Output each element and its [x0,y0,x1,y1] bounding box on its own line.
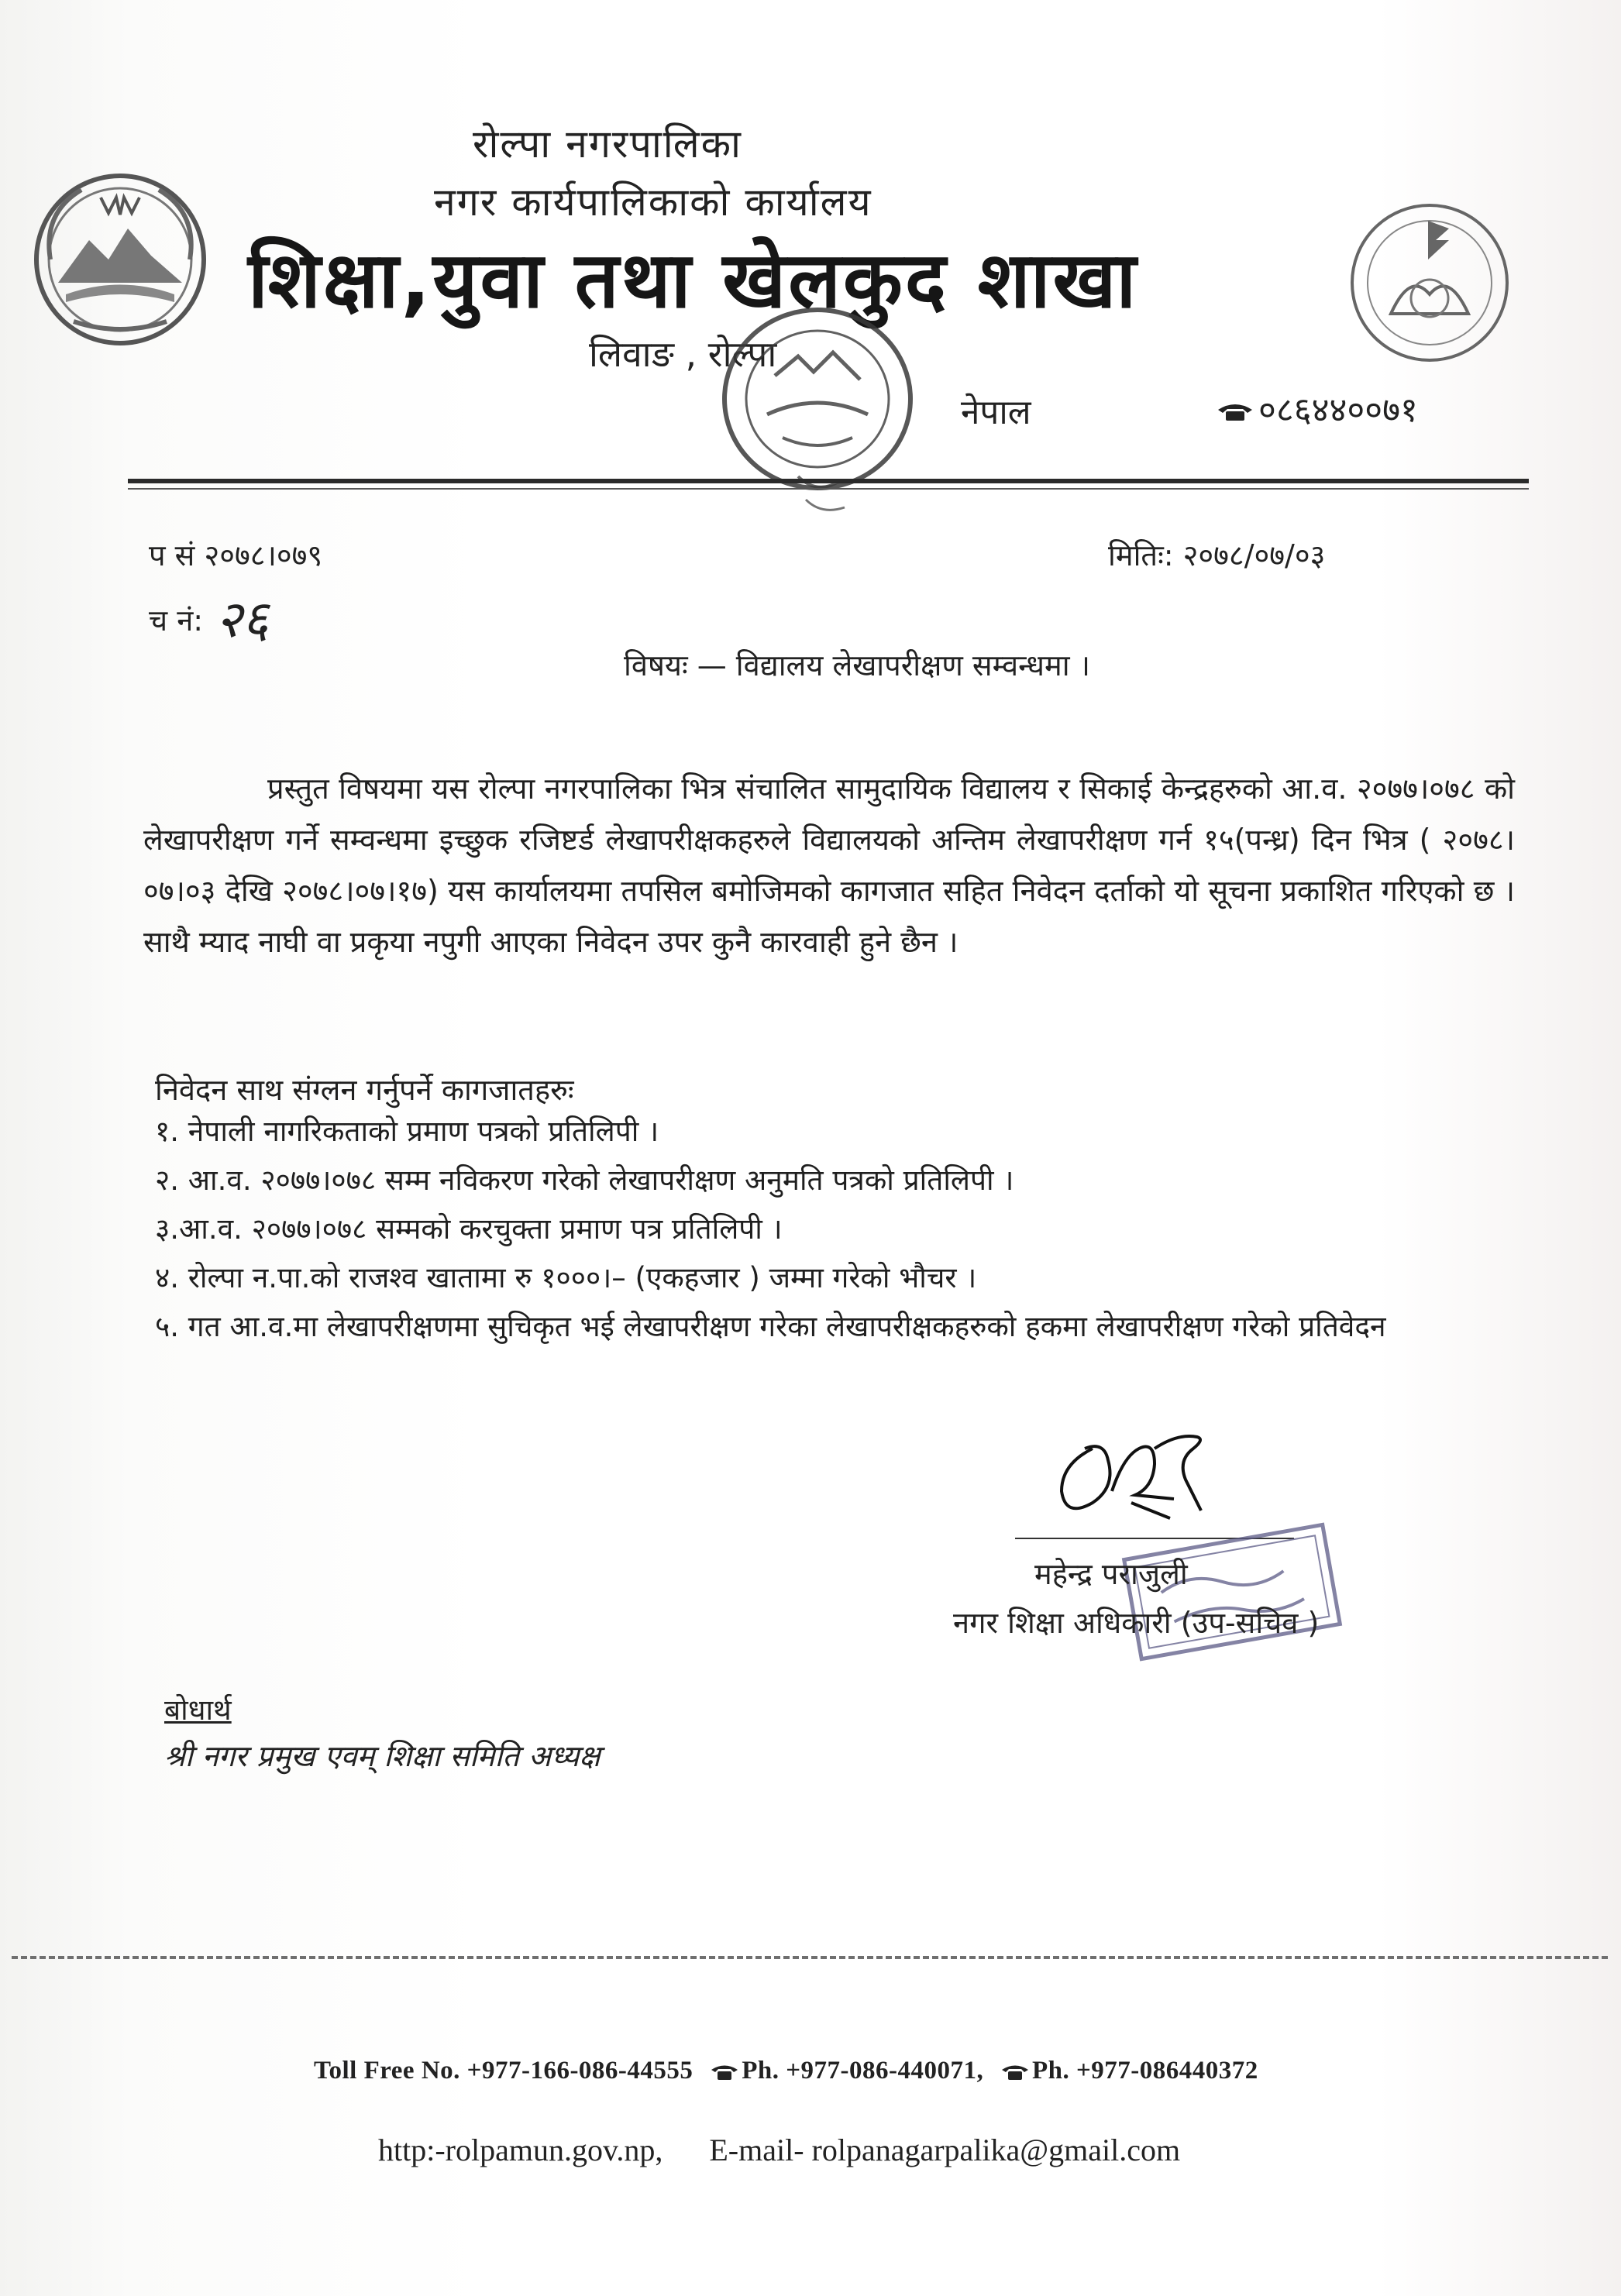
municipality-logo-icon [1344,198,1515,368]
list-item: ३.आ.व. २०७७।०७८ सम्मको करचुक्ता प्रमाण पत्र प्रतिलिपी । [155,1212,783,1246]
letterhead-rule-thin [128,488,1529,490]
signatory-name: महेन्द्र पराजुली [1034,1557,1188,1591]
list-item: ४. रोल्पा न.पा.को राजश्व खातामा रु १०००।– (एकहजार ) जम्मा गरेको भौचर । [155,1261,977,1294]
date-label: मितिः: [1108,538,1174,572]
footer-website: http:-rolpamun.gov.np, [378,2133,663,2167]
telephone-icon [1001,2064,1029,2081]
footer-divider [12,1956,1608,1959]
reference-ch [149,583,269,652]
letterhead-branch: शिक्षा,युवा तथा खेलकुद शाखा [248,235,1139,325]
letterhead-country: नेपाल [961,393,1031,432]
letter-subject: विषयः — विद्यालय लेखापरीक्षण सम्वन्धमा । [624,648,1091,682]
footer-phone-2: Ph. +977-086440372 [1031,2057,1258,2085]
footer-phone-1: Ph. +977-086-440071, [742,2057,984,2085]
list-item: १. नेपाली नागरिकताको प्रमाण पत्रको प्रतिलिपी । [155,1115,659,1148]
attachments-heading: निवेदन साथ संग्लन गर्नुपर्ने कागजातहरुः [155,1073,574,1107]
list-item: २. आ.व. २०७७।०७८ सम्म नविकरण गरेको लेखापरीक्षण अनुमति पत्रको प्रतिलिपी । [155,1163,1014,1197]
letter-date [1108,534,1325,575]
letterhead-office: नगर कार्यपालिकाको कार्यालय [434,180,872,225]
cc-heading: बोधार्थ [164,1693,232,1727]
date-value: २०७८/०७/०३ [1182,538,1326,572]
nepal-emblem-icon [27,167,213,352]
letter-body: प्रस्तुत विषयमा यस रोल्पा नगरपालिका भित्र संचालित सामुदायिक विद्यालय र सिकाई केन्द्रहरुको आ.व. २०७७।०७८ को लेखापरीक्षण गर्ने सम्वन्धमा इच्छुक रजिष्टर्ड लेखापरीक्षकहरुले विद्यालयको अन्तिम लेखापरीक्षण गर्न १५(पन्ध्र) दिन भित्र ( २०७८।०७।०३ देखि २०७८।०७।१७) यस कार्यालयमा तपसिल बमोजिमको कागजात सहित निवेदन दर्ताको यो सूचना प्रकाशित गरिएको छ । साथै म्याद नाघी वा प्रकृया नपुगी आएका निवेदन उपर कुनै कारवाही हुने छैन । [143,772,1515,959]
letterhead-phone-number: ०८६४४००७१ [1258,390,1418,430]
reference-ch-value: २६ [215,589,269,649]
telephone-icon [711,2064,738,2081]
reference-ch-label: च नं: [149,603,204,638]
letterhead-rule [128,479,1529,483]
telephone-icon [1217,402,1254,422]
list-item: ५. गत आ.व.मा लेखापरीक्षणमा सुचिकृत भई लेखापरीक्षण गरेका लेखापरीक्षकहरुको हकमा लेखापरीक्षण गरेको प्रतिवेदन [155,1310,1386,1343]
reference-ps-value: २०७८।०७९ [204,538,323,572]
letterhead-phone [1217,385,1418,431]
reference-ps-label: प सं [149,538,195,572]
cc-recipient: श्री नगर प्रमुख एवम् शिक्षा समिति अध्यक्ष [164,1739,601,1773]
office-seal-stamp [682,283,961,538]
letterhead-municipality: रोल्पा नगरपालिका [473,122,742,167]
footer-phones [314,2057,1258,2085]
footer-contact [378,2132,1180,2168]
letterhead-place: लिवाङ , रोल्पा [589,333,777,375]
footer-email: E-mail- rolpanagarpalika@gmail.com [709,2133,1181,2167]
footer-toll-free: Toll Free No. +977-166-086-44555 [314,2057,693,2085]
signatory-title: नगर शिक्षा अधिकारी (उप-सचिव ) [953,1606,1320,1640]
attachments-list [155,1115,1488,1359]
reference-ps [149,534,322,575]
